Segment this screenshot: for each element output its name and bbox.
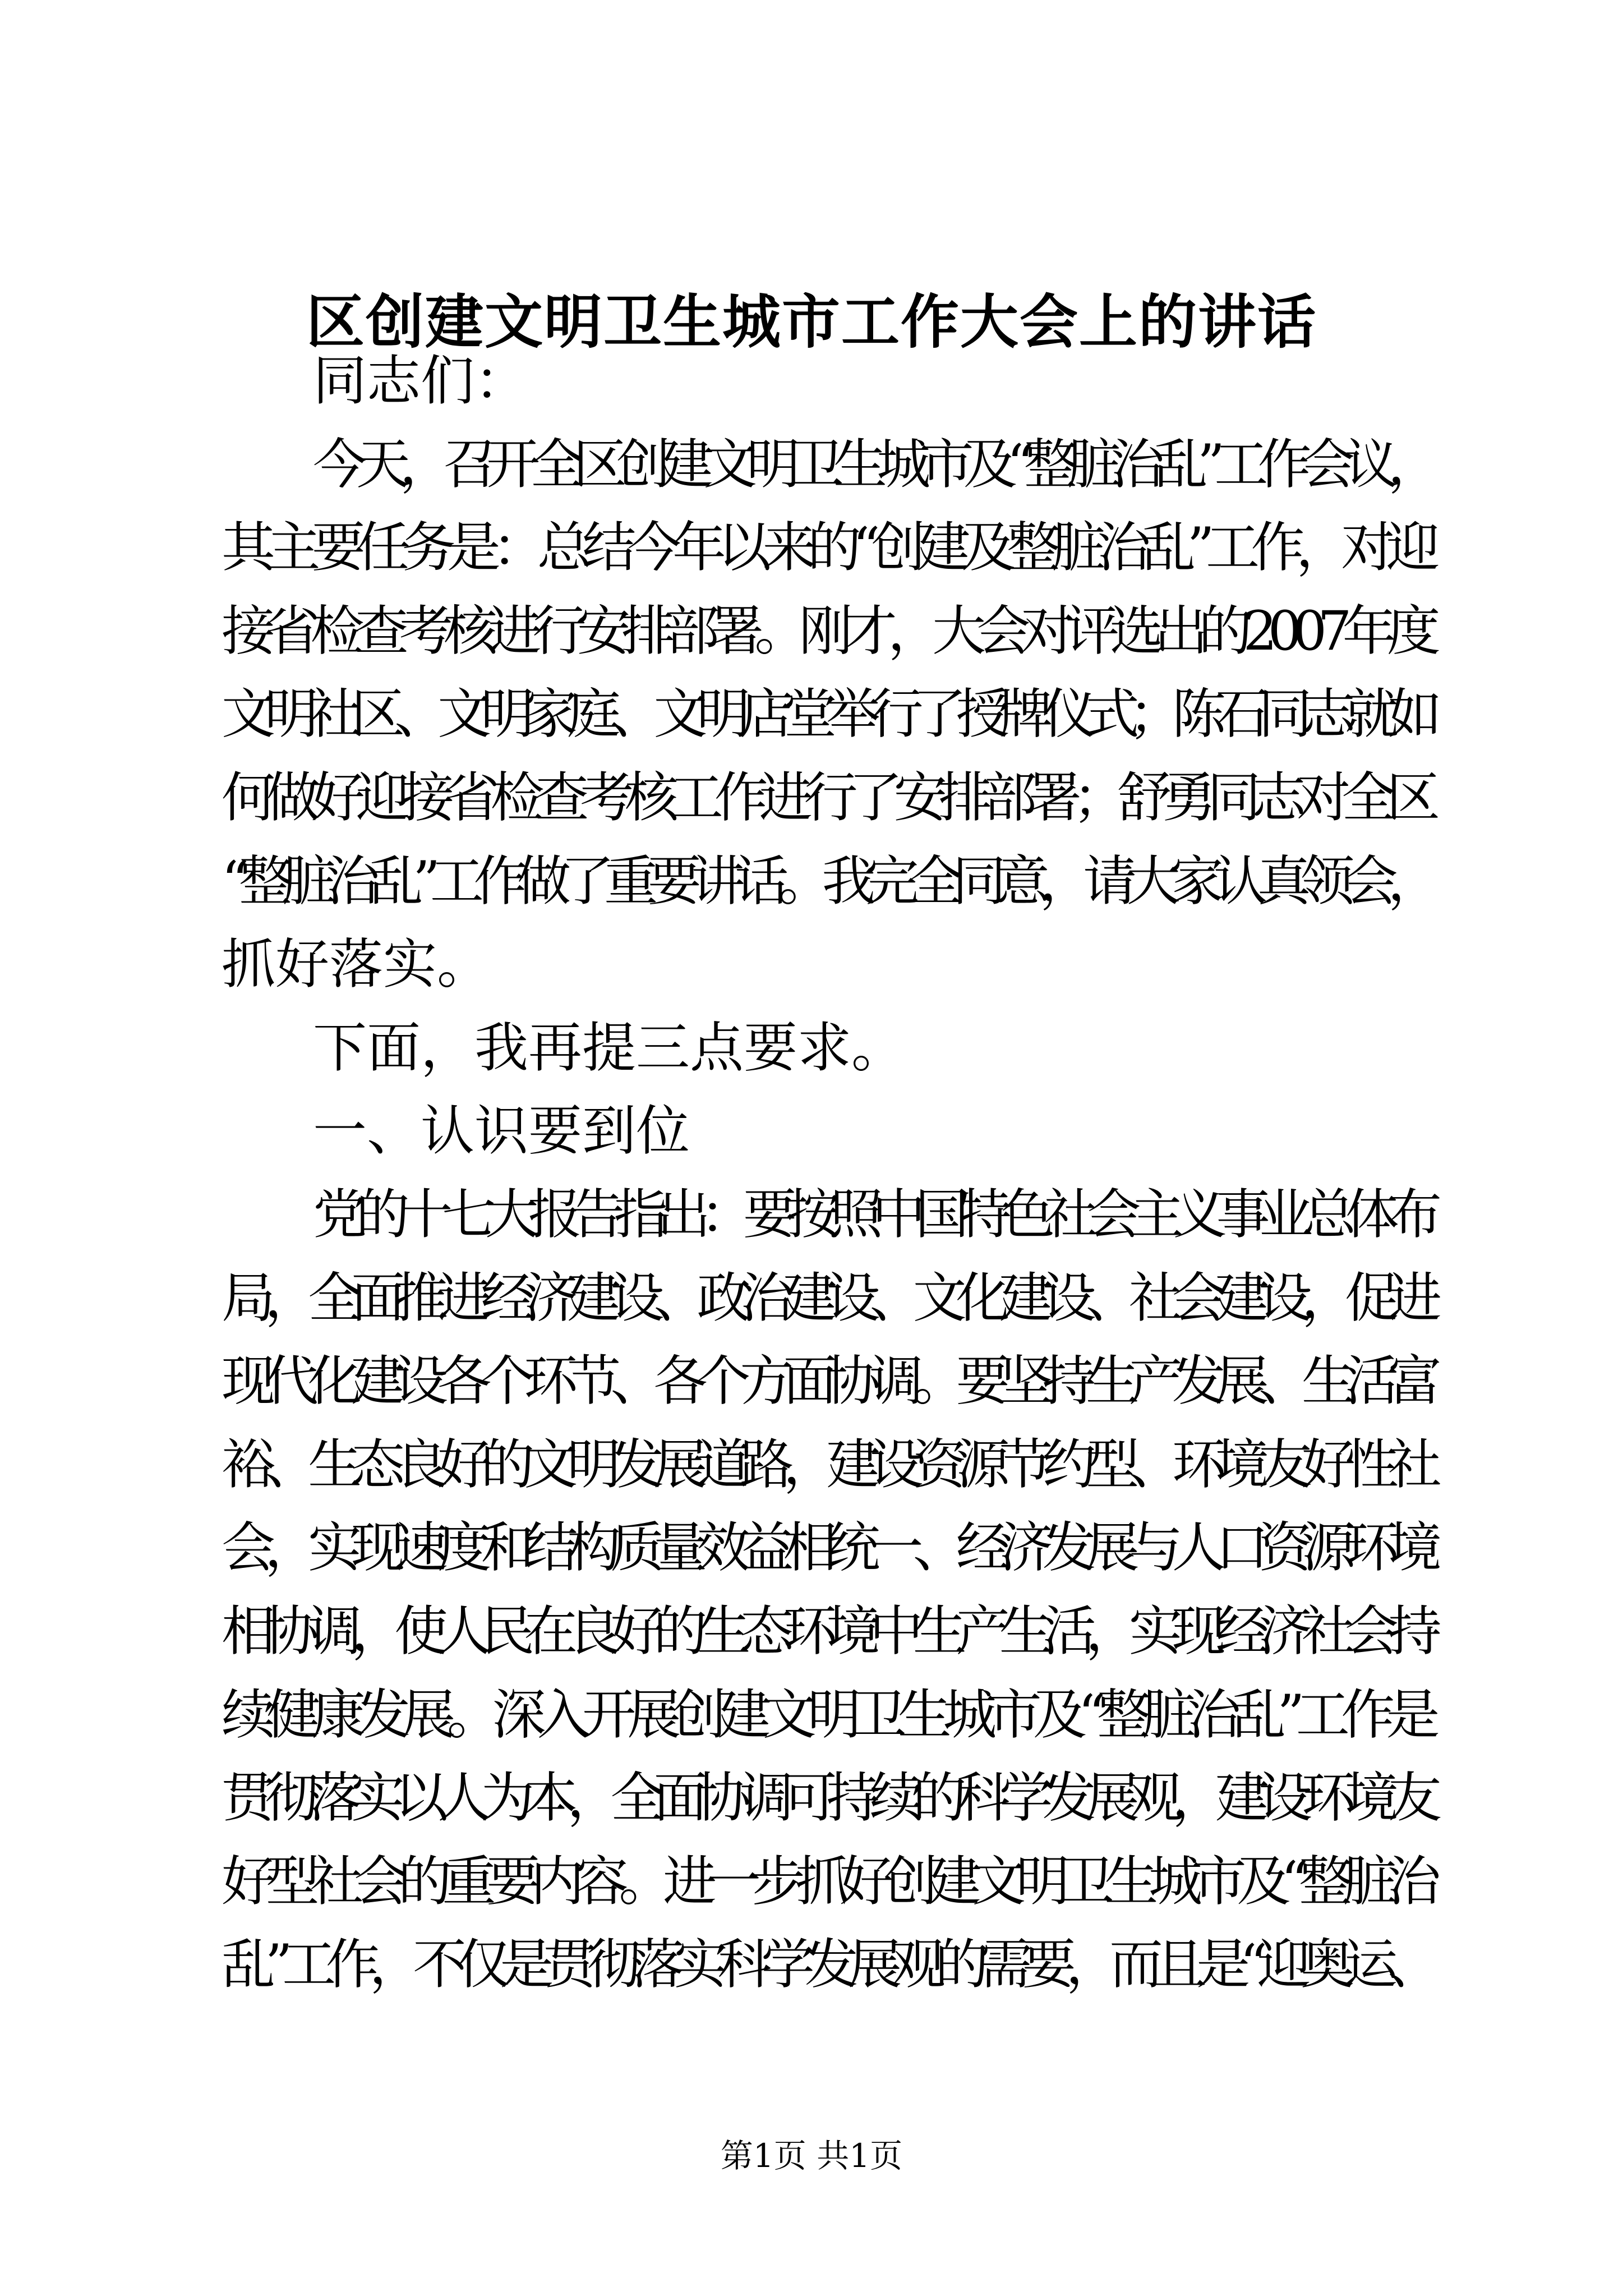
paragraph-line: 下面，我再提三点要求。 [313, 1016, 905, 1079]
document-body [222, 349, 1431, 2021]
paragraph-line: 接省检查考核进行安排部署。刚才，大会对评选出的2007年度 [222, 599, 1431, 662]
paragraph-line: 今天，召开全区创建文明卫生城市及“整脏治乱”工作会议， [313, 432, 1431, 496]
paragraph-line: 贯彻落实以人为本，全面协调可持续的科学发展观，建设环境友 [222, 1766, 1431, 1830]
paragraph-line: 会，实现速度和结构质量效益相统一、经济发展与人口资源环境 [222, 1516, 1431, 1580]
paragraph-line: 其主要任务是：总结今年以来的“创建及整脏治乱”工作，对迎 [222, 516, 1431, 579]
paragraph-line: 相协调，使人民在良好的生态环境中生产生活，实现经济社会持 [222, 1599, 1431, 1663]
paragraph-line: 乱”工作，不仅是贯彻落实科学发展观的需要，而且是“迎奥运、 [222, 1933, 1431, 1996]
paragraph-line: 续健康发展。深入开展创建文明卫生城市及“整脏治乱”工作是 [222, 1683, 1431, 1746]
section-heading: 一、认识要到位 [313, 1099, 690, 1163]
paragraph-line: 文明社区、文明家庭、文明店堂举行了授牌仪式；陈石同志就如 [222, 683, 1431, 746]
paragraph-line: 局，全面推进经济建设、政治建设、文化建设、社会建设，促进 [222, 1266, 1431, 1329]
paragraph-line: 裕、生态良好的文明发展道路，建设资源节约型、环境友好性社 [222, 1433, 1431, 1496]
document-title: 区创建文明卫生城市工作大会上的讲话 [306, 287, 1317, 356]
paragraph-line: “整脏治乱”工作做了重要讲话。我完全同意，请大家认真领会， [222, 849, 1431, 913]
paragraph-line: 何做好迎接省检查考核工作进行了安排部署；舒勇同志对全区 [222, 766, 1431, 829]
salutation: 同志们： [313, 349, 528, 412]
paragraph-line: 好型社会的重要内容。进一步抓好创建文明卫生城市及“整脏治 [222, 1849, 1431, 1913]
paragraph-line: 现代化建设各个环节、各个方面协调。要坚持生产发展、生活富 [222, 1350, 1431, 1413]
page-footer: 第1页 共1页 [720, 2137, 903, 2175]
paragraph-line: 抓好落实。 [222, 933, 491, 996]
paragraph-line: 党的十七大报告指出：要按照中国特色社会主义事业总体布 [313, 1182, 1431, 1246]
